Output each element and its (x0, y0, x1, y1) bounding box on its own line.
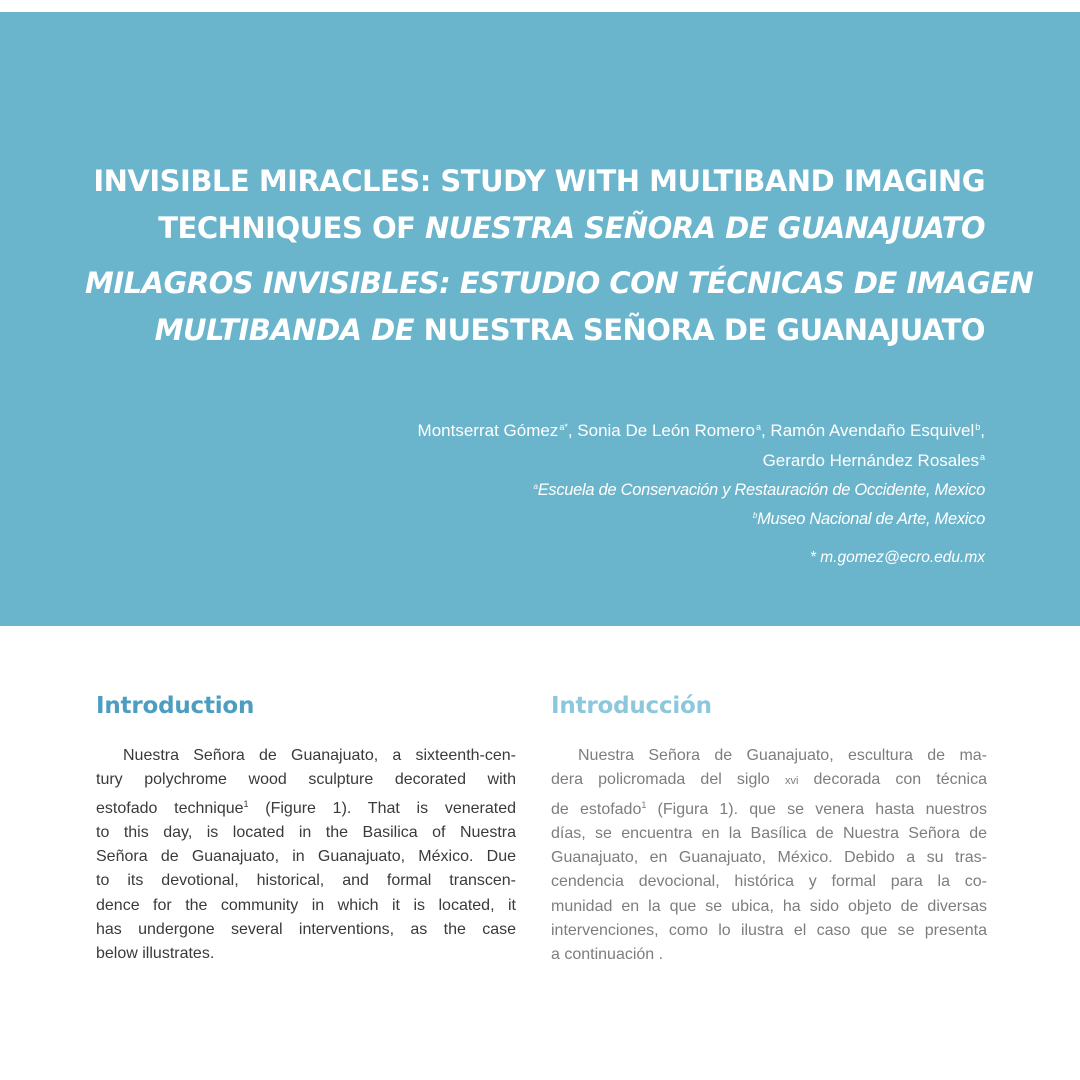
author-name: Montserrat Gómez (417, 421, 559, 440)
author-list-line-2 (225, 444, 985, 474)
author-affiliation-mark: a (755, 422, 761, 432)
section-heading: Introduction (96, 693, 255, 719)
affiliation-text: Museo Nacional de Arte, Mexico (757, 510, 985, 528)
title-en-line-2 (85, 205, 985, 252)
article-title (85, 158, 1034, 354)
text-line: below illustrates. (96, 944, 215, 962)
affiliation-mark: a (533, 482, 538, 491)
text-line: dence for the community in which it is located, it (96, 896, 516, 914)
text-line: a continuación . (551, 945, 664, 963)
text-line: Nuestra Señora de Guanajuato, escultura de ma- (578, 747, 987, 764)
author-list-line-1: Montserrat Gómez$^{a*}$, Sonia De León Romero$^a$, Ramón Avendaño Esquivel$^b$, (417, 421, 985, 440)
text-line: munidad en la que se ubica, ha sido objeto de diversas (551, 897, 987, 915)
title-es-line-2 (85, 307, 985, 354)
title-es-line-2-plain: NUESTRA SEÑORA DE GUANAJUATO (423, 313, 985, 347)
author-name: Sonia De León Romero (577, 421, 755, 440)
introduction-spanish (551, 690, 987, 967)
text-line: cendencia devocional, histórica y formal para la co- (551, 873, 987, 891)
text-line: to its devotional, historical, and formal transcen- (96, 872, 516, 890)
affiliation-a (225, 474, 985, 503)
text-line: tury polychrome wood sculpture decorated with (96, 771, 516, 789)
text-line: Guanajuato, en Guanajuato, México. Debido a su tras- (551, 849, 987, 867)
authors-block (225, 414, 985, 571)
title-english (85, 158, 985, 252)
text-line: to this day, is located in the Basilica of Nuestra (96, 824, 516, 842)
section-heading: Introducción (551, 693, 712, 719)
title-es-line-1: MILAGROS INVISIBLES: ESTUDIO CON TÉCNICAS DE IMAGEN (85, 266, 1034, 300)
title-es-line-2-italic: MULTIBANDA DE (154, 313, 424, 347)
text-line: de estofado$^1$ (Figura 1). que se venera hasta nuestros (551, 800, 987, 819)
text-line: Nuestra Señora de Guanajuato, a sixteenth-cen- (123, 747, 516, 764)
title-en-line-2-plain: TECHNIQUES OF (158, 211, 426, 245)
author-name: Ramón Avendaño Esquivel (770, 421, 975, 440)
affiliation-text: Escuela de Conservación y Restauración de Occidente, Mexico (537, 481, 985, 499)
author-affiliation-mark: a* (559, 422, 568, 432)
author-affiliation-mark: a (979, 452, 985, 462)
affiliation-mark: b (752, 511, 758, 520)
text-line: días, se encuentra en la Basílica de Nuestra Señora de (551, 825, 987, 843)
title-en-line-1: INVISIBLE MIRACLES: STUDY WITH MULTIBAND IMAGING (93, 164, 985, 198)
author-affiliation-mark: b (975, 422, 981, 432)
title-spanish (85, 260, 1034, 354)
footnote-mark: 1 (243, 799, 249, 810)
author-name: Gerardo Hernández Rosales (762, 451, 979, 470)
introduction-english (96, 690, 516, 966)
century-numeral: xvi (784, 775, 799, 788)
intro-paragraph (96, 744, 516, 966)
text-line: estofado technique$^1$ (Figure 1). That is venerated (96, 799, 516, 818)
corresponding-email: * m.gomez@ecro.edu.mx (809, 549, 985, 566)
text-line: has undergone several interventions, as the case (96, 920, 516, 938)
text-line: intervenciones, como lo ilustra el caso que se presenta (551, 921, 987, 939)
title-en-line-2-italic: NUESTRA SEÑORA DE GUANAJUATO (425, 211, 985, 245)
text-line: dera policromada del siglo xvi decorada con técnica (551, 771, 988, 789)
affiliation-b (225, 503, 985, 532)
text-line: Señora de Guanajuato, in Guanajuato, México. Due (96, 848, 516, 866)
intro-paragraph (551, 744, 987, 967)
footnote-mark: 1 (641, 800, 647, 811)
